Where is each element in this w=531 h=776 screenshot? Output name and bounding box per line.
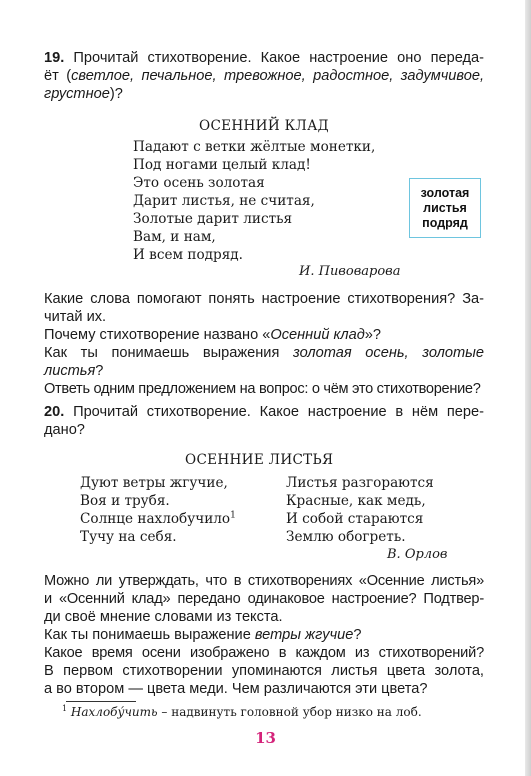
question: Какие слова помогают понять настроение стихотворения? За- [44, 291, 484, 307]
task-number: 20. [44, 404, 65, 420]
vocab-word: листья [423, 200, 467, 215]
task-19-questions [44, 290, 484, 398]
poem-line: Красные, как медь, [286, 493, 426, 509]
poem-line: Золотые дарит листья [133, 211, 293, 227]
footnote-mark: 1 [62, 704, 68, 713]
poem-left-column [80, 474, 236, 546]
poem-line: Падают с ветки жёлтые монетки, [133, 139, 376, 155]
page-number: 13 [255, 729, 276, 747]
footnote-divider [66, 701, 136, 702]
task-19-prompt: 19. Прочитай стихотворение. Какое настроение оно переда- ёт (светлое, печальное, тревожное, радостное, задумчивое, грустное)? [44, 50, 484, 102]
task-20-prompt: 20. Прочитай стихотворение. Какое настроение в нём пере- дано? [44, 404, 484, 438]
question: листья? [44, 363, 104, 379]
poem-line: И всем подряд. [133, 247, 243, 263]
poem-line: Под ногами целый клад! [133, 157, 311, 173]
poem-line: Воя и трубя. [80, 493, 170, 509]
poem-author: В. Орлов [387, 547, 448, 562]
poem-title: ОСЕННИЙ КЛАД [199, 118, 330, 134]
poem-line: Дуют ветры жгучие, [80, 475, 228, 491]
poem-line: Вам, и нам, [133, 229, 216, 245]
vocabulary-box [409, 178, 481, 238]
vocab-word: подряд [422, 215, 468, 230]
poem-right-column [286, 474, 434, 546]
poem-line: Землю обогреть. [286, 529, 406, 545]
task-20-questions: Можно ли утверждать, что в стихотворениях «Осенние листья» и «Осенний клад» передано одинаковое настроение? Подтвер- ди своё мнение словами из текста. Как ты понимаешь выражение ветры жгучие? Какое время осени изображено в каждом из стихотворений? В первом стихотворении упоминаются листья цвета золота, а во втором — цвета меди. Чем различаются эти цвета? [44, 573, 484, 697]
footnote-mark: 1 [230, 510, 236, 521]
poem-author: И. Пивоварова [299, 264, 401, 279]
poem-line: Дарит листья, не считая, [133, 193, 315, 209]
poem-title: ОСЕННИЕ ЛИСТЬЯ [185, 452, 334, 468]
poem-line: И собой стараются [286, 511, 424, 527]
task-number: 19. [44, 50, 65, 66]
poem-body [133, 138, 375, 264]
footnote-definition: – надвинуть головной убор низко на лоб. [157, 705, 422, 719]
poem-line: Листья разгораются [286, 475, 434, 491]
footnote [62, 705, 422, 719]
footnote-term: Нахлобу́чить [70, 705, 158, 719]
question: Как ты понимаешь выражения золотая осень, золотые [44, 345, 485, 361]
poem-line: Солнце нахлобучило$^1$ [80, 510, 236, 527]
question: читай их. [44, 309, 107, 325]
question: Ответь одним предложением на вопрос: о чём это стихотворение? [44, 381, 481, 397]
vocab-word: золотая [420, 185, 470, 200]
question: Почему стихотворение названо «Осенний клад»? [44, 327, 382, 343]
page-edge-shadow [525, 0, 531, 776]
poem-line: Тучу на себя. [80, 529, 177, 545]
poem-line: Это осень золотая [133, 175, 265, 191]
